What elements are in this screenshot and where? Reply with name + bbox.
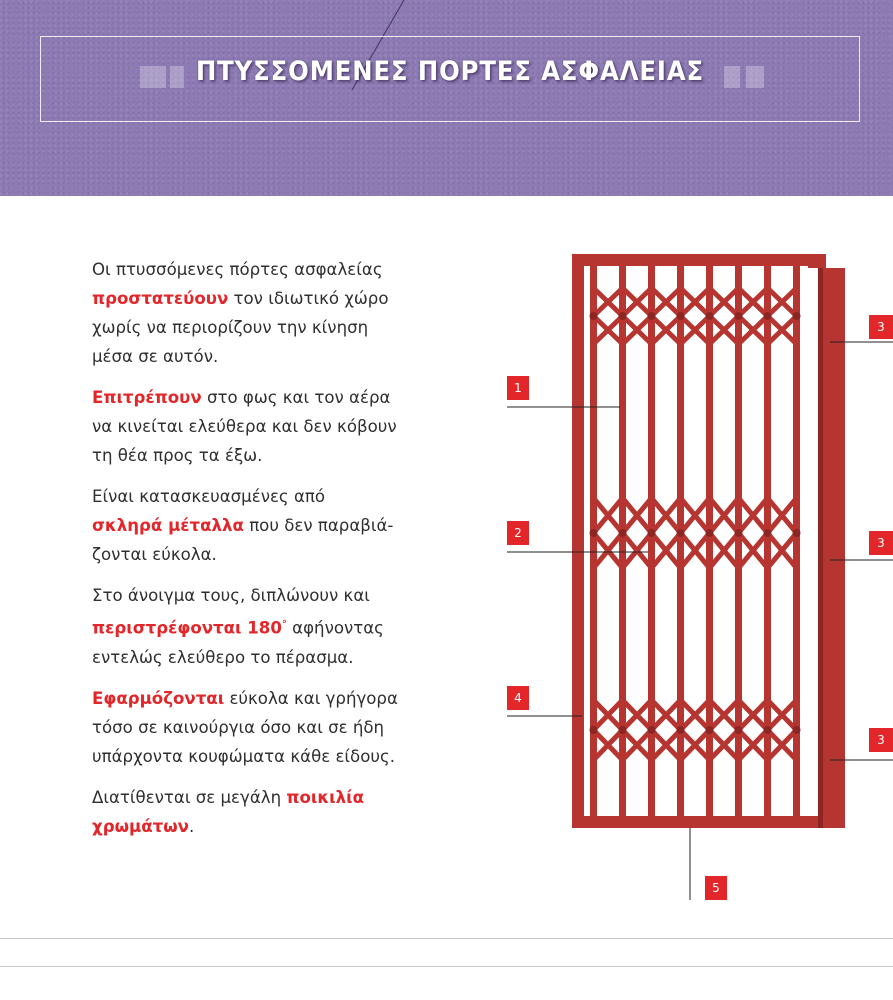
text-line: εντελώς ελεύθερο το πέρασμα. [92, 647, 354, 667]
text-line: μέσα σε αυτόν. [92, 347, 219, 366]
door-rivet [735, 726, 743, 734]
door-rivet [677, 529, 685, 537]
door-rivet [590, 312, 598, 320]
door-rivet [648, 529, 656, 537]
text-line: Είναι κατασκευασμένες από [92, 487, 326, 506]
text-line: ζονται εύκολα. [92, 545, 217, 564]
callout-label-2: 2 [507, 521, 529, 545]
door-rivet [735, 312, 743, 320]
door-rivet [590, 529, 598, 537]
highlight-text: χρωμάτων [92, 816, 189, 836]
door-rivet [706, 312, 714, 320]
highlight-text: ποικιλία [286, 787, 365, 807]
callout-label-1: 1 [507, 376, 529, 400]
text-fragment: τον ιδιωτικό χώρο [228, 289, 389, 308]
door-rivet [619, 726, 627, 734]
text-fragment: εύκολα και γρήγορα [224, 688, 398, 708]
footer-divider [0, 938, 893, 939]
door-rivet [677, 312, 685, 320]
callout-label-3-top: 3 [869, 315, 893, 339]
text-line: Οι πτυσσόμενες πόρτες ασφαλείας [92, 260, 383, 279]
door-frame-top [572, 254, 825, 266]
text-line: τόσο σε καινούργια όσο και σε ήδη [92, 717, 385, 737]
door-rivet [648, 726, 656, 734]
degree-symbol: ° [281, 619, 287, 630]
door-frame-corner [808, 254, 826, 268]
door-rivet [590, 726, 598, 734]
text-line: υπάρχοντα κουφώματα κάθε είδους. [92, 746, 395, 766]
door-rivet [764, 529, 772, 537]
text-fragment: . [188, 816, 195, 836]
page-title: ΠΤΥΣΣΟΜΕΝΕΣ ΠΟΡΤΕΣ ΑΣΦΑΛΕΙΑΣ [195, 56, 705, 87]
door-frame-right-shadow [818, 268, 823, 828]
door-rivet [619, 529, 627, 537]
footer-divider [0, 966, 893, 967]
callout-label-5: 5 [705, 876, 727, 900]
door-rivet [764, 726, 772, 734]
door-frame-bottom [572, 816, 845, 828]
text-line: χωρίς να περιορίζουν την κίνηση [92, 318, 369, 337]
highlight-text: περιστρέφονται 180 [92, 618, 282, 638]
text-line: τη θέα προς τα έξω. [92, 446, 263, 465]
door-drawing [572, 254, 845, 828]
door-rivet [764, 312, 772, 320]
highlight-text: Επιτρέπουν [92, 388, 202, 407]
door-rivet [706, 726, 714, 734]
door-frame-left [572, 254, 584, 828]
door-rivet [648, 312, 656, 320]
text-fragment: που δεν παραβιά- [243, 516, 394, 535]
text-fragment: Διατίθενται σε μεγάλη [92, 787, 287, 807]
highlight-text: Εφαρμόζονται [92, 688, 225, 708]
door-rivet [619, 312, 627, 320]
door-rivet [793, 529, 801, 537]
door-rivet [735, 529, 743, 537]
highlight-text: προστατεύουν [92, 289, 229, 308]
door-rivet [793, 726, 801, 734]
text-line: Στο άνοιγμα τους, διπλώνουν και [92, 586, 370, 605]
text-fragment: στο φως και τον αέρα [201, 388, 391, 407]
callout-label-3-bottom: 3 [869, 728, 893, 752]
text-line: να κινείται ελεύθερα και δεν κόβουν [92, 417, 397, 436]
door-rivet [677, 726, 685, 734]
text-fragment: αφήνοντας [286, 618, 384, 638]
callout-label-4: 4 [507, 686, 529, 710]
highlight-text: σκληρά μέταλλα [92, 516, 244, 535]
door-rivet [706, 529, 714, 537]
door-rivet [793, 312, 801, 320]
callout-label-3-middle: 3 [869, 531, 893, 555]
